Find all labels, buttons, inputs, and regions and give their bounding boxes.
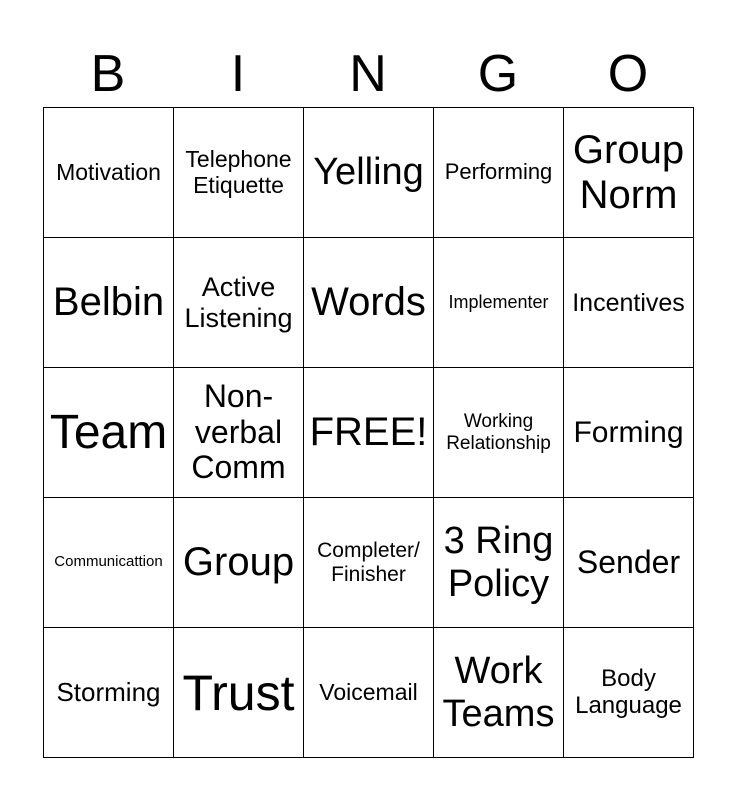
bingo-cell-label: Non-verbal Comm: [191, 377, 286, 486]
bingo-cell-label: Incentives: [572, 288, 685, 317]
bingo-cell-r3-c3[interactable]: [304, 368, 434, 498]
bingo-cell-label: Team: [49, 405, 168, 459]
bingo-cell-r2-c2[interactable]: [174, 238, 304, 368]
bingo-cell-label: Words: [311, 280, 426, 325]
bingo-cell-label: Working Relationship: [446, 411, 551, 454]
bingo-board: [43, 107, 694, 758]
bingo-cell-r1-c5[interactable]: [564, 108, 694, 238]
bingo-cell-label: Group: [182, 540, 295, 585]
bingo-cell-r1-c2[interactable]: [174, 108, 304, 238]
header-letter-n: N: [349, 45, 387, 103]
bingo-cell-r4-c3[interactable]: [304, 498, 434, 628]
bingo-header: [43, 40, 693, 108]
header-letter-b: B: [90, 45, 126, 103]
bingo-cell-r1-c3[interactable]: [304, 108, 434, 238]
bingo-cell-r4-c4[interactable]: [434, 498, 564, 628]
bingo-cell-r5-c2[interactable]: [174, 628, 304, 758]
bingo-cell-r2-c4[interactable]: [434, 238, 564, 368]
bingo-cell-label: Communicattion: [54, 553, 163, 571]
bingo-cell-r4-c5[interactable]: [564, 498, 694, 628]
bingo-cell-r5-c3[interactable]: [304, 628, 434, 758]
bingo-cell-r2-c5[interactable]: [564, 238, 694, 368]
bingo-cell-label: Storming: [56, 676, 161, 707]
bingo-cell-label: Sender: [576, 543, 681, 580]
bingo-cell-label: Voicemail: [319, 678, 418, 705]
header-letter-g: G: [477, 45, 519, 103]
bingo-cell-r2-c1[interactable]: [44, 238, 174, 368]
bingo-cell-r5-c5[interactable]: [564, 628, 694, 758]
bingo-cell-label: Performing: [444, 159, 553, 185]
bingo-cell-label: Active Listening: [184, 272, 293, 333]
header-letter-i: I: [230, 45, 246, 103]
bingo-cell-label: Implementer: [448, 292, 549, 313]
bingo-cell-label: 3 Ring Policy: [443, 519, 554, 605]
bingo-cell-r3-c1[interactable]: [44, 368, 174, 498]
bingo-cell-label: Motivation: [56, 158, 161, 185]
bingo-cell-r4-c2[interactable]: [174, 498, 304, 628]
bingo-cell-label: Telephone Etiquette: [185, 145, 292, 198]
bingo-cell-label: Yelling: [313, 151, 424, 194]
bingo-cell-label: FREE!: [309, 410, 428, 455]
bingo-cell-r2-c3[interactable]: [304, 238, 434, 368]
bingo-cell-label: Trust: [182, 664, 295, 721]
bingo-cell-r3-c5[interactable]: [564, 368, 694, 498]
bingo-cell-r1-c1[interactable]: [44, 108, 174, 238]
bingo-cell-r5-c4[interactable]: [434, 628, 564, 758]
bingo-cell-label: Group Norm: [572, 127, 685, 217]
bingo-cell-label: Body Language: [575, 664, 682, 719]
bingo-cell-r3-c4[interactable]: [434, 368, 564, 498]
bingo-cell-r5-c1[interactable]: [44, 628, 174, 758]
bingo-cell-label: Work Teams: [442, 649, 555, 735]
bingo-cell-r4-c1[interactable]: [44, 498, 174, 628]
bingo-cell-r3-c2[interactable]: [174, 368, 304, 498]
bingo-cell-r1-c4[interactable]: [434, 108, 564, 238]
bingo-cell-label: Forming: [573, 415, 684, 449]
bingo-cell-label: Completer/ Finisher: [317, 538, 420, 586]
bingo-cell-label: Belbin: [52, 280, 165, 325]
header-letter-o: O: [607, 45, 649, 103]
